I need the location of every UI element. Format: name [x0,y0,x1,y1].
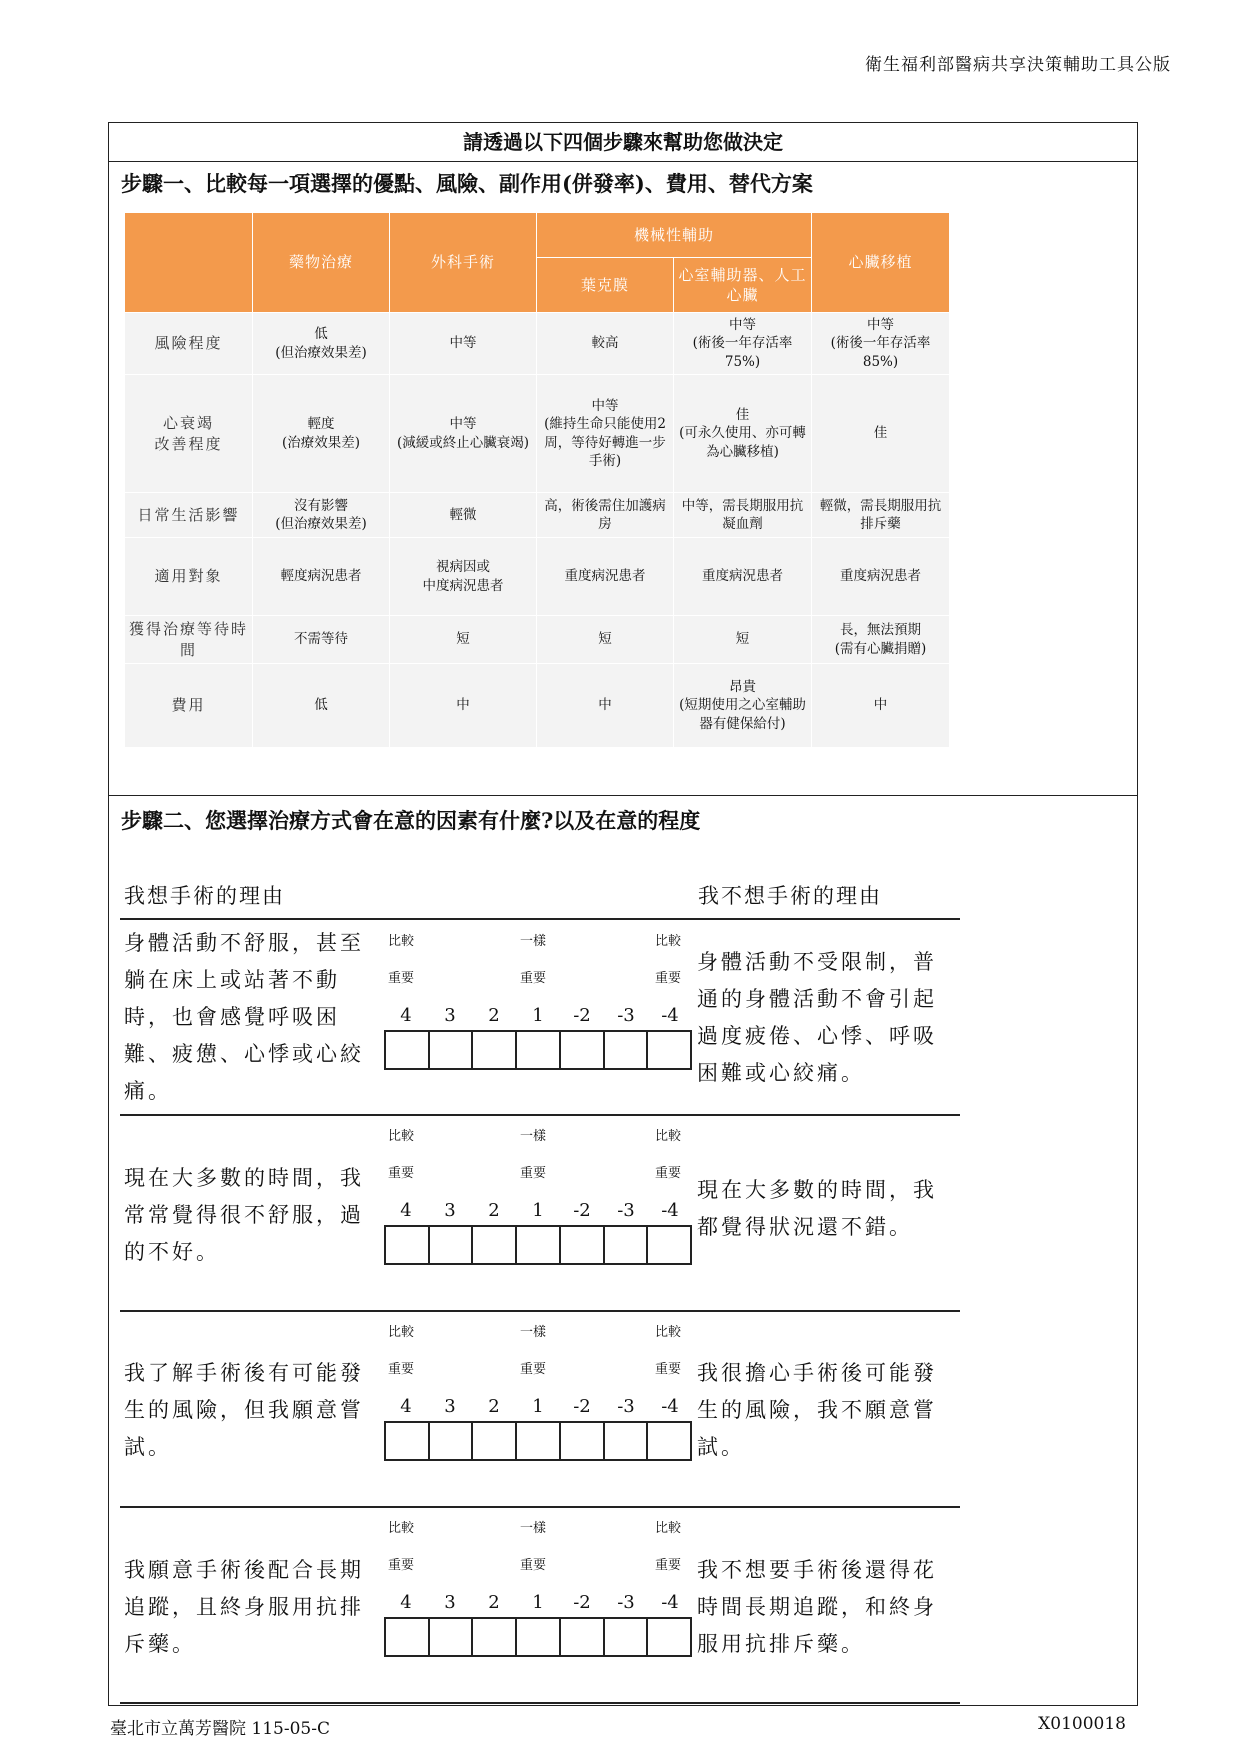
scale-more-right: 比較 [655,1325,682,1340]
want-surgery-label: 我想手術的理由 [124,884,285,908]
table-cell: 低 [253,664,390,748]
scale-number: 4 [400,1591,412,1613]
header-mechanical: 機械性輔助 [537,213,812,258]
scale-number: 3 [444,1004,456,1026]
scale-number: -2 [573,1004,591,1026]
rating-box[interactable] [473,1227,517,1263]
footer-code: X0100018 [1038,1714,1126,1734]
table-cell: 短 [674,616,812,664]
table-cell: 輕度 (治療效果差) [253,375,390,493]
scale-number: 4 [400,1395,412,1417]
rating-boxes [384,1030,692,1070]
row-label-daily-life: 日常生活影響 [125,493,253,538]
table-cell: 短 [390,616,537,664]
table-cell: 長，無法預期 (需有心臟捐贈) [812,616,950,664]
scale-numbers [384,1587,692,1617]
rating-box[interactable] [648,1619,690,1655]
rating-box[interactable] [473,1032,517,1068]
scale-number: -2 [573,1395,591,1417]
factor-4-right: 我不想要手術後還得花時間長期追蹤，和終身服用抗排斥藥。 [697,1558,937,1656]
header-drug: 藥物治療 [253,213,390,313]
scale-number: 1 [532,1004,544,1026]
table-cell: 沒有影響 (但治療效果差) [253,493,390,538]
step2-title: 步驟二、您選擇治療方式會在意的因素有什麼?以及在意的程度 [121,808,701,833]
scale-number: 2 [488,1004,500,1026]
rating-box[interactable] [648,1227,690,1263]
footer-hospital: 臺北市立萬芳醫院 115-05-C [110,1719,330,1739]
scale-number: -2 [573,1199,591,1221]
rating-box[interactable] [605,1032,649,1068]
table-cell: 輕度病況患者 [253,538,390,616]
row-label-risk: 風險程度 [125,313,253,375]
scale-same: 一樣 [520,1521,547,1536]
table-cell: 中等 (維持生命只能使用2周，等待好轉進一步手術) [537,375,674,493]
frame-title: 請透過以下四個步驟來幫助您做決定 [109,123,1137,162]
divider-line [120,1702,960,1704]
step1-title: 步驟一、比較每一項選擇的優點、風險、副作用(併發率)、費用、替代方案 [121,171,813,196]
rating-box[interactable] [473,1619,517,1655]
scale-number: 1 [532,1591,544,1613]
scale-important-left: 重要 [388,1362,415,1377]
factor-1-left: 身體活動不舒服，甚至躺在床上或站著不動時，也會感覺呼吸困難、疲憊、心悸或心絞痛。 [124,931,364,1103]
table-cell: 中 [812,664,950,748]
rating-boxes [384,1421,692,1461]
scale-more-left: 比較 [388,1521,415,1536]
scale-important-right: 重要 [655,1558,682,1573]
comparison-table [124,212,950,748]
scale-number: 4 [400,1004,412,1026]
rating-box[interactable] [605,1423,649,1459]
divider-line [120,1114,960,1116]
table-cell: 昂貴 (短期使用之心室輔助器有健保給付) [674,664,812,748]
scale-number: 1 [532,1199,544,1221]
scale-important-mid: 重要 [520,1558,547,1573]
rating-box[interactable] [430,1032,474,1068]
rating-scale-2 [380,1125,690,1265]
table-cell: 中等 (術後一年存活率85%) [812,313,950,375]
table-cell: 較高 [537,313,674,375]
factor-2-left: 現在大多數的時間，我常常覺得很不舒服，過的不好。 [124,1166,364,1264]
scale-number: -3 [617,1395,635,1417]
header-ecmo: 葉克膜 [537,258,674,313]
scale-important-mid: 重要 [520,1362,547,1377]
rating-box[interactable] [386,1032,430,1068]
table-cell: 中 [390,664,537,748]
scale-same: 一樣 [520,1129,547,1144]
scale-important-left: 重要 [388,1166,415,1181]
rating-box[interactable] [386,1423,430,1459]
header-vad: 心室輔助器、人工心臟 [674,258,812,313]
factor-1-right: 身體活動不受限制，普通的身體活動不會引起過度疲倦、心悸、呼吸困難或心絞痛。 [697,950,937,1085]
rating-box[interactable] [605,1227,649,1263]
divider-line [120,1506,960,1508]
scale-numbers [384,1391,692,1421]
scale-numbers [384,1195,692,1225]
rating-box[interactable] [430,1227,474,1263]
scale-number: 3 [444,1395,456,1417]
scale-important-left: 重要 [388,971,415,986]
rating-box[interactable] [648,1423,690,1459]
table-cell: 重度病況患者 [674,538,812,616]
rating-boxes [384,1617,692,1657]
row-label-cost: 費用 [125,664,253,748]
divider-line [120,918,960,920]
divider-line [120,1310,960,1312]
row-label-target: 適用對象 [125,538,253,616]
scale-same: 一樣 [520,1325,547,1340]
scale-number: -3 [617,1199,635,1221]
rating-box[interactable] [386,1227,430,1263]
factor-2-right: 現在大多數的時間，我都覺得狀況還不錯。 [697,1178,937,1239]
scale-more-left: 比較 [388,934,415,949]
table-cell: 中等 (減緩或終止心臟衰竭) [390,375,537,493]
scale-number: 4 [400,1199,412,1221]
table-cell: 重度病況患者 [537,538,674,616]
rating-box[interactable] [648,1032,690,1068]
scale-number: 1 [532,1395,544,1417]
table-cell: 低 (但治療效果差) [253,313,390,375]
scale-important-right: 重要 [655,1362,682,1377]
scale-number: 2 [488,1199,500,1221]
factor-4-left: 我願意手術後配合長期追蹤，且終身服用抗排斥藥。 [124,1558,364,1656]
rating-scale-1 [380,930,690,1070]
scale-numbers [384,1000,692,1030]
table-corner [125,213,253,313]
scale-important-right: 重要 [655,1166,682,1181]
scale-important-right: 重要 [655,971,682,986]
rating-box[interactable] [561,1032,605,1068]
scale-number: 2 [488,1591,500,1613]
table-cell: 視病因或 中度病況患者 [390,538,537,616]
table-cell: 重度病況患者 [812,538,950,616]
scale-more-left: 比較 [388,1129,415,1144]
table-cell: 短 [537,616,674,664]
rating-box[interactable] [517,1032,561,1068]
factor-3-right: 我很擔心手術後可能發生的風險，我不願意嘗試。 [697,1361,937,1459]
not-want-surgery-label: 我不想手術的理由 [698,884,882,908]
table-cell: 佳 [812,375,950,493]
scale-number: -4 [661,1395,679,1417]
scale-more-left: 比較 [388,1325,415,1340]
section-divider [109,795,1137,796]
header-transplant: 心臟移植 [812,213,950,313]
table-cell: 輕微 [390,493,537,538]
scale-important-mid: 重要 [520,971,547,986]
scale-number: 3 [444,1199,456,1221]
factor-3-left: 我了解手術後有可能發生的風險，但我願意嘗試。 [124,1361,364,1459]
row-label-wait-time: 獲得治療等待時間 [125,616,253,664]
table-cell: 高，術後需住加護病房 [537,493,674,538]
scale-number: -4 [661,1199,679,1221]
scale-more-right: 比較 [655,934,682,949]
scale-more-right: 比較 [655,1521,682,1536]
rating-box[interactable] [430,1619,474,1655]
rating-box[interactable] [517,1619,561,1655]
table-cell: 中等，需長期服用抗凝血劑 [674,493,812,538]
scale-more-right: 比較 [655,1129,682,1144]
scale-important-mid: 重要 [520,1166,547,1181]
rating-box[interactable] [473,1423,517,1459]
table-cell: 中等 (術後一年存活率75%) [674,313,812,375]
scale-number: -2 [573,1591,591,1613]
rating-box[interactable] [386,1619,430,1655]
table-cell: 輕微，需長期服用抗排斥藥 [812,493,950,538]
document-header: 衛生福利部醫病共享決策輔助工具公版 [865,55,1171,75]
header-surgery: 外科手術 [390,213,537,313]
rating-scale-3 [380,1321,690,1461]
scale-number: -4 [661,1591,679,1613]
scale-number: -3 [617,1591,635,1613]
scale-number: 3 [444,1591,456,1613]
rating-scale-4 [380,1517,690,1657]
row-label-improvement: 心衰竭 改善程度 [125,375,253,493]
table-cell: 中等 [390,313,537,375]
rating-box[interactable] [561,1227,605,1263]
scale-number: -3 [617,1004,635,1026]
rating-box[interactable] [561,1619,605,1655]
rating-box[interactable] [517,1227,561,1263]
scale-number: 2 [488,1395,500,1417]
scale-same: 一樣 [520,934,547,949]
scale-number: -4 [661,1004,679,1026]
rating-box[interactable] [561,1423,605,1459]
table-cell: 不需等待 [253,616,390,664]
rating-box[interactable] [517,1423,561,1459]
table-cell: 佳 (可永久使用、亦可轉為心臟移植) [674,375,812,493]
scale-important-left: 重要 [388,1558,415,1573]
rating-box[interactable] [605,1619,649,1655]
rating-box[interactable] [430,1423,474,1459]
table-cell: 中 [537,664,674,748]
rating-boxes [384,1225,692,1265]
